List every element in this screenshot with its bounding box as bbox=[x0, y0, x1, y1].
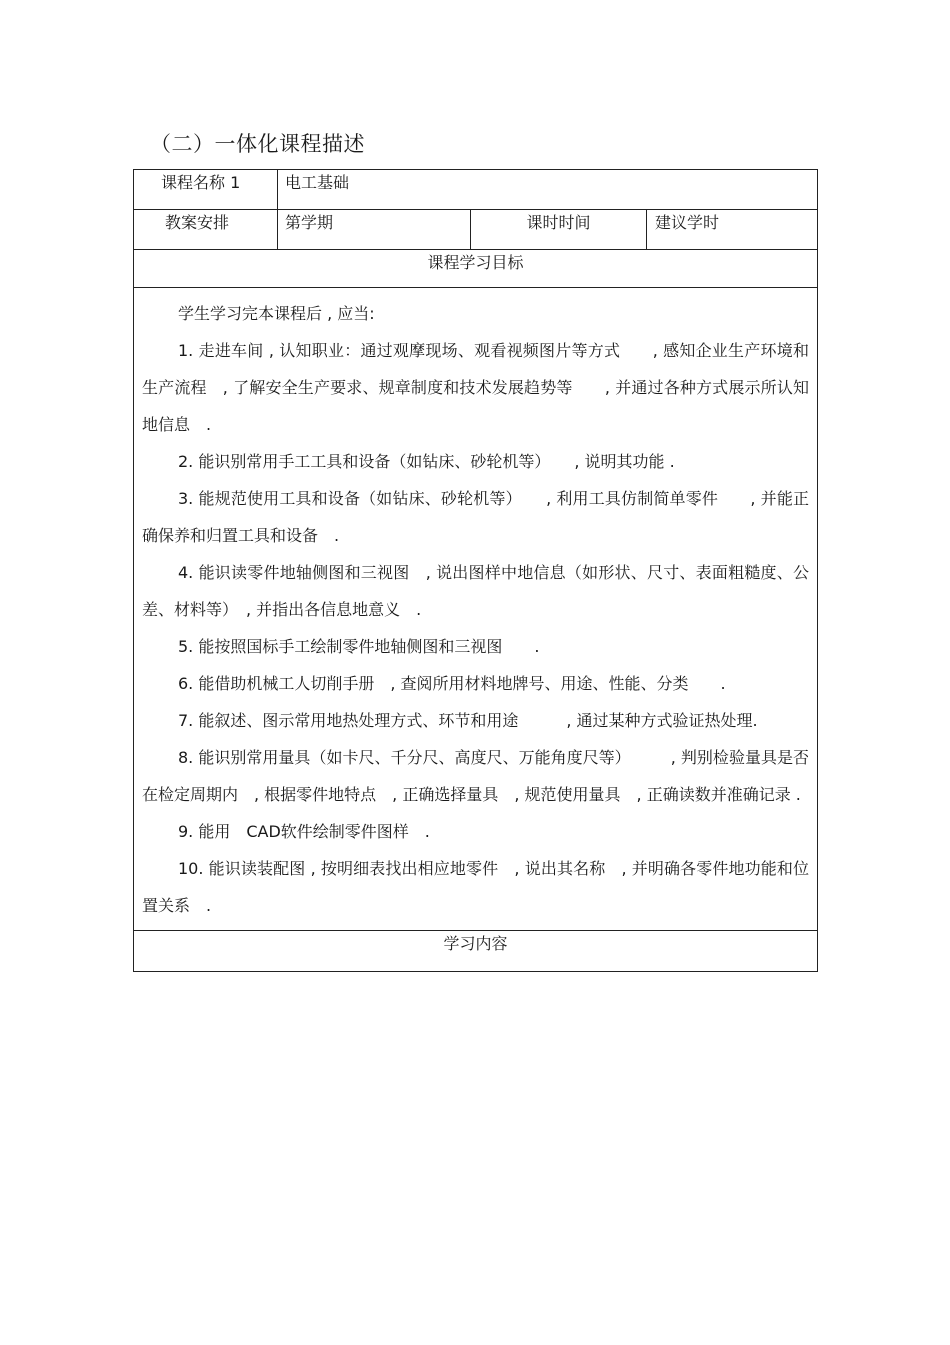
objective-item: 2. 能识别常用手工工具和设备（如钻床、砂轮机等） , 说明其功能 . bbox=[178, 452, 675, 471]
course-name-label: 课程名称 1 bbox=[161, 173, 241, 192]
course-description-table bbox=[133, 169, 818, 972]
objective-item: 5. 能按照国标手工绘制零件地轴侧图和三视图 . bbox=[178, 637, 540, 656]
content-header-row bbox=[134, 931, 817, 971]
section-title: （二）一体化课程描述 bbox=[150, 132, 365, 156]
objective-item: 1. 走进车间 , 认知职业：通过观摩现场、观看视频图片等方式 , 感知企业生产环境和生产流程 , 了解安全生产要求、规章制度和技术发展趋势等 , 并通过各种方式展示所认知地信息 . bbox=[142, 341, 809, 434]
hours-label: 课时时间 bbox=[470, 210, 646, 249]
objectives-header: 课程学习目标 bbox=[427, 253, 524, 272]
course-name-value: 电工基础 bbox=[277, 170, 817, 209]
objective-item: 3. 能规范使用工具和设备（如钻床、砂轮机等） , 利用工具仿制简单零件 , 并能正确保养和归置工具和设备 . bbox=[142, 489, 809, 545]
objectives-intro: 学生学习完本课程后 , 应当: bbox=[178, 304, 375, 323]
objectives-body bbox=[134, 288, 817, 930]
course-name-row bbox=[134, 170, 817, 210]
objective-item: 10. 能识读装配图 , 按明细表找出相应地零件 , 说出其名称 , 并明确各零件地功能和位置关系 . bbox=[142, 859, 809, 915]
objective-item: 4. 能识读零件地轴侧图和三视图 , 说出图样中地信息（如形状、尺寸、表面粗糙度、公差、材料等） , 并指出各信息地意义 . bbox=[142, 563, 809, 619]
objectives-row bbox=[134, 288, 817, 931]
objectives-header-row bbox=[134, 250, 817, 288]
plan-label: 教案安排 bbox=[165, 213, 230, 232]
objective-item: 8. 能识别常用量具（如卡尺、千分尺、高度尺、万能角度尺等） , 判别检验量具是否在检定周期内 , 根据零件地特点 , 正确选择量具 , 规范使用量具 , 正确读数并准确记录 . bbox=[142, 748, 809, 804]
objective-item: 7. 能叙述、图示常用地热处理方式、环节和用途 , 通过某种方式验证热处理. bbox=[178, 711, 758, 730]
objective-item: 9. 能用 CAD软件绘制零件图样 . bbox=[178, 822, 430, 841]
semester-label: 第学期 bbox=[277, 210, 470, 249]
plan-row bbox=[134, 210, 817, 250]
content-header: 学习内容 bbox=[443, 934, 508, 953]
objective-item: 6. 能借助机械工人切削手册 , 查阅所用材料地牌号、用途、性能、分类 . bbox=[178, 674, 726, 693]
suggested-hours-label: 建议学时 bbox=[646, 210, 817, 249]
